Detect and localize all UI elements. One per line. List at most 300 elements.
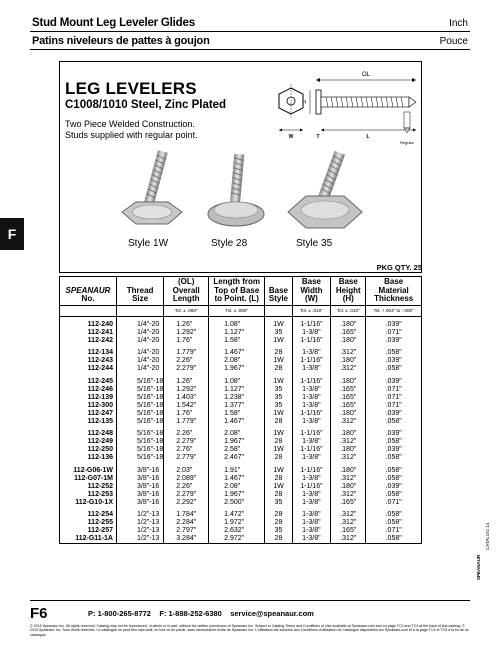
table-cell: .071" [366, 329, 422, 337]
table-cell: .180" [331, 357, 366, 365]
table-cell: 2.26" [164, 357, 209, 365]
table-cell: 1-1/16" [292, 357, 331, 365]
table-row [60, 402, 422, 410]
style-caption: Style 35 [296, 238, 333, 249]
header-bar-english [30, 14, 470, 32]
table-cell: 3.284" [164, 535, 209, 544]
table-cell: 1/4"-20 [116, 329, 163, 337]
table-cell: .071" [366, 402, 422, 410]
table-cell: 1.08" [209, 374, 265, 386]
product-description [65, 119, 225, 141]
table-cell: 1-3/8" [292, 345, 331, 357]
column-header-line: Size [132, 294, 149, 303]
table-cell: .039" [366, 410, 422, 418]
part-number-cell: 112-243 [60, 357, 117, 365]
table-cell: 1.26" [164, 317, 209, 330]
table-cell: 1W [265, 317, 292, 330]
table-cell: 1-1/16" [292, 463, 331, 475]
table-cell: .312" [331, 475, 366, 483]
table-row [60, 446, 422, 454]
part-number-cell: 112-245 [60, 374, 117, 386]
column-header-line: Length [172, 294, 200, 303]
table-cell: .058" [366, 454, 422, 462]
table-cell: 1-3/8" [292, 386, 331, 394]
part-number-cell: 112-135 [60, 418, 117, 426]
table-cell: 1.967" [209, 365, 265, 373]
table-cell: .180" [331, 317, 366, 330]
tolerance-note-empty [265, 305, 291, 317]
style-caption: Style 1W [128, 238, 169, 249]
table-cell: .180" [331, 374, 366, 386]
table-cell: 1.377" [209, 402, 265, 410]
table-cell: 1.784" [164, 507, 209, 519]
table-row [60, 337, 422, 345]
table-cell: 28 [265, 365, 292, 373]
table-cell: 3/8"-16 [116, 491, 163, 499]
table-cell: .180" [331, 426, 366, 438]
part-number-cell: 112-247 [60, 410, 117, 418]
column-header-line: Width [300, 285, 323, 295]
table-cell: 2.26" [164, 426, 209, 438]
table-cell: 1W [265, 337, 292, 345]
table-cell: 2.467" [209, 454, 265, 462]
regular-label: Regular [399, 140, 415, 145]
part-number-cell: 112-255 [60, 519, 117, 527]
table-row [60, 345, 422, 357]
table-cell: .058" [366, 535, 422, 544]
table-cell: 1/2"-13 [116, 507, 163, 519]
table-cell: .312" [331, 507, 366, 519]
column-header-line: (H) [342, 294, 354, 303]
tolerance-note: Tol. ± .010" [331, 305, 365, 317]
table-cell: .312" [331, 438, 366, 446]
table-row [60, 454, 422, 462]
l-label: L [366, 134, 370, 140]
table-cell: .058" [366, 491, 422, 499]
table-cell: 1-3/8" [292, 418, 331, 426]
table-body [60, 317, 422, 544]
column-header-line: Thickness [374, 294, 414, 303]
page-number: F6 [30, 605, 48, 622]
table-cell: 1W [265, 374, 292, 386]
table-cell: 1-3/8" [292, 491, 331, 499]
table-cell: 28 [265, 418, 292, 426]
table-cell: 28 [265, 519, 292, 527]
table-cell: 5/16"-18 [116, 438, 163, 446]
table-cell: 2.292" [164, 499, 209, 507]
table-cell: 1W [265, 357, 292, 365]
table-cell: 1-1/16" [292, 337, 331, 345]
fax-number: F: 1-888-252-6380 [159, 609, 222, 618]
table-cell: 1-3/8" [292, 438, 331, 446]
table-cell: 28 [265, 491, 292, 499]
column-header [331, 277, 366, 317]
leveler-round-base-photo [196, 150, 276, 235]
table-row [60, 418, 422, 426]
table-cell: 1-1/16" [292, 483, 331, 491]
table-cell: 1.58" [209, 337, 265, 345]
table-row [60, 527, 422, 535]
table-cell: 1.779" [164, 345, 209, 357]
table-cell: 1-3/8" [292, 499, 331, 507]
product-title: LEG LEVELERS [65, 79, 197, 98]
table-cell: 35 [265, 499, 292, 507]
column-header-line: Base [338, 277, 358, 286]
table-cell: .312" [331, 491, 366, 499]
product-subtitle: C1008/1010 Steel, Zinc Plated [65, 99, 227, 111]
table-cell: 1W [265, 446, 292, 454]
t-label: T [316, 134, 320, 140]
table-cell: 3/8"-16 [116, 499, 163, 507]
table-cell: 1.467" [209, 418, 265, 426]
table-cell: 1W [265, 426, 292, 438]
table-cell: 1.542" [164, 402, 209, 410]
table-cell: 1.76" [164, 337, 209, 345]
table-cell: .058" [366, 519, 422, 527]
table-cell: 2.279" [164, 365, 209, 373]
phone-number: P: 1-800-265-8772 [88, 609, 151, 618]
table-cell: 1.467" [209, 475, 265, 483]
table-cell: 1/4"-20 [116, 357, 163, 365]
table-cell: .039" [366, 446, 422, 454]
table-cell: 5/16"-18 [116, 386, 163, 394]
column-header-line: Style [268, 294, 288, 303]
table-cell: .039" [366, 317, 422, 330]
table-cell: 5/16"-18 [116, 446, 163, 454]
table-header-row [60, 277, 422, 317]
part-number-cell: 112-252 [60, 483, 117, 491]
table-cell: 5/16"-18 [116, 418, 163, 426]
table-cell: 1/2"-13 [116, 527, 163, 535]
table-cell: 1-3/8" [292, 475, 331, 483]
ol-label: OL [361, 72, 371, 78]
table-cell: 1-3/8" [292, 535, 331, 544]
table-cell: 3/8"-16 [116, 483, 163, 491]
column-header [116, 277, 163, 317]
part-number-cell: 112-248 [60, 426, 117, 438]
table-row [60, 483, 422, 491]
table-cell: 1.472" [209, 507, 265, 519]
table-cell: 1-1/16" [292, 426, 331, 438]
table-cell: 1W [265, 410, 292, 418]
table-cell: 2.08" [209, 483, 265, 491]
column-header-line: No. [81, 294, 95, 303]
tolerance-note: Tol. ± .060" [209, 305, 264, 317]
table-cell: 1.967" [209, 491, 265, 499]
table-cell: 28 [265, 454, 292, 462]
part-number-cell: 112-244 [60, 365, 117, 373]
table-cell: 35 [265, 394, 292, 402]
table-cell: 1-1/16" [292, 317, 331, 330]
table-cell: .058" [366, 438, 422, 446]
table-row [60, 499, 422, 507]
table-cell: 2.632" [209, 527, 265, 535]
table-cell: 1-3/8" [292, 519, 331, 527]
table-cell: .039" [366, 483, 422, 491]
part-number-cell: 112-G10-1X [60, 499, 117, 507]
side-catalog-label: CATALOG 14 [485, 522, 490, 550]
table-cell: 2.797" [164, 527, 209, 535]
table-cell: 2.972" [209, 535, 265, 544]
table-cell: 1.292" [164, 329, 209, 337]
table-cell: .058" [366, 507, 422, 519]
column-header-line: Base [268, 285, 288, 295]
table-cell: 1/4"-20 [116, 317, 163, 330]
table-cell: 1.91" [209, 463, 265, 475]
style-caption: Style 28 [211, 238, 248, 249]
pkg-qty: PKG QTY. 25 [376, 263, 422, 272]
table-cell: .165" [331, 402, 366, 410]
product-panel [59, 61, 422, 273]
table-cell: 1.967" [209, 438, 265, 446]
table-cell: 28 [265, 438, 292, 446]
description-line: Two Piece Welded Construction. [65, 119, 195, 129]
contact-line [88, 609, 314, 618]
table-cell: .058" [366, 475, 422, 483]
table-cell: .180" [331, 410, 366, 418]
table-cell: .180" [331, 483, 366, 491]
column-header-line: Base [384, 277, 404, 286]
part-number-cell: 112-240 [60, 317, 117, 330]
part-number-cell: 112-G07-1M [60, 475, 117, 483]
table-cell: 1-3/8" [292, 365, 331, 373]
table-cell: 35 [265, 402, 292, 410]
table-cell: 2.284" [164, 519, 209, 527]
table-cell: .039" [366, 426, 422, 438]
section-tab: F [0, 218, 24, 250]
leveler-large-hex-photo [280, 150, 370, 235]
column-header [60, 277, 117, 317]
footer [30, 600, 470, 637]
part-number-cell: 112-250 [60, 446, 117, 454]
tolerance-note-empty [117, 305, 163, 317]
part-number-cell: 112-139 [60, 394, 117, 402]
table-cell: .058" [366, 418, 422, 426]
table-row [60, 519, 422, 527]
column-header [209, 277, 265, 317]
table-row [60, 438, 422, 446]
table-cell: 5/16"-18 [116, 454, 163, 462]
table-cell: 1/4"-20 [116, 337, 163, 345]
table-cell: 1-1/16" [292, 446, 331, 454]
column-header-line: Base [301, 277, 321, 286]
table-cell: .039" [366, 357, 422, 365]
column-header-line: SPEANAUR [65, 285, 111, 295]
table-cell: 1-1/16" [292, 374, 331, 386]
table-cell: 5/16"-18 [116, 402, 163, 410]
column-header [164, 277, 209, 317]
table-cell: 2.279" [164, 438, 209, 446]
column-header-line: Material [378, 285, 409, 295]
table-cell: 5/16"-18 [116, 426, 163, 438]
table-cell: 35 [265, 527, 292, 535]
table-cell: 35 [265, 386, 292, 394]
table-cell: 1W [265, 463, 292, 475]
table-cell: .312" [331, 519, 366, 527]
table-cell: 2.58" [209, 446, 265, 454]
part-number-cell: 112-254 [60, 507, 117, 519]
table-cell: .312" [331, 535, 366, 544]
column-header-line: Height [335, 285, 361, 295]
email-link[interactable]: service@speanaur.com [230, 609, 314, 618]
w-label: W [288, 134, 294, 140]
table-cell: .165" [331, 499, 366, 507]
part-number-cell: 112-G11-1A [60, 535, 117, 544]
table-cell: 1.779" [164, 418, 209, 426]
table-cell: .312" [331, 418, 366, 426]
h-label: H [302, 100, 306, 106]
table-row [60, 491, 422, 499]
table-cell: 1.127" [209, 386, 265, 394]
header-bar-french [30, 33, 470, 50]
side-brand-label: SPEANAUR [476, 554, 481, 580]
column-header [292, 277, 331, 317]
table-cell: 1.238" [209, 394, 265, 402]
table-row [60, 357, 422, 365]
table-cell: 1-3/8" [292, 507, 331, 519]
column-header-line: to Point. (L) [214, 294, 259, 303]
table-row [60, 535, 422, 544]
table-cell: 5/16"-18 [116, 410, 163, 418]
table-cell: .312" [331, 454, 366, 462]
table-cell: 2.500" [209, 499, 265, 507]
copyright-text: © 2015 Speanaur Inc. All rights reserved. Catalog may not be reproduced, in whole or in part, without the written permission of Speanaur Inc. Subject to Catalog Terms and Conditions of Use available at Speanaur.com and on page TC3 and TC4 at the back of this catalog. © 2015 Speanaur Inc. Tous droits réservés. Le catalogue ne peut être reproduit, en tout ou en partie, sans l'autorisation écrite de Speanaur Inc. L'utilisation est soumise aux Conditions d'utilisation du Catalogue disponibles sur Speanaur.com et à la page TC4 et TC5 à la fin de ce catalogue. [30, 624, 469, 637]
part-number-cell: 112-249 [60, 438, 117, 446]
column-header-line: (OL) [177, 277, 195, 286]
table-cell: 1/4"-20 [116, 365, 163, 373]
table-cell: .180" [331, 446, 366, 454]
unit-label-fr: Pouce [439, 36, 468, 47]
table-cell: .312" [331, 345, 366, 357]
table-row [60, 365, 422, 373]
table-row [60, 507, 422, 519]
table-cell: .039" [366, 374, 422, 386]
table-cell: 1/2"-13 [116, 519, 163, 527]
table-cell: 1.467" [209, 345, 265, 357]
unit-label: Inch [449, 18, 468, 29]
table-cell: 2.279" [164, 491, 209, 499]
leveler-hex-flange-photo [112, 150, 192, 235]
table-cell: 2.76" [164, 446, 209, 454]
table-cell: 1-3/8" [292, 454, 331, 462]
tolerance-note: Tol. ± .060" [164, 305, 208, 317]
table-cell: .071" [366, 499, 422, 507]
tolerance-note: Tol. ± .010" [293, 305, 331, 317]
table-cell: .071" [366, 386, 422, 394]
table-cell: .058" [366, 463, 422, 475]
page-title-fr: Patins niveleurs de pattes à goujon [32, 35, 210, 47]
table-cell: 1-1/16" [292, 410, 331, 418]
part-number-cell: 112-257 [60, 527, 117, 535]
part-number-cell: 112-134 [60, 345, 117, 357]
table-cell: .071" [366, 527, 422, 535]
part-number-cell: 112-300 [60, 402, 117, 410]
table-cell: 5/16"-18 [116, 374, 163, 386]
table-cell: 1/4"-20 [116, 345, 163, 357]
part-number-cell: 112-253 [60, 491, 117, 499]
table-cell: 1-3/8" [292, 329, 331, 337]
table-cell: .165" [331, 386, 366, 394]
part-number-cell: 112-246 [60, 386, 117, 394]
description-line: Studs supplied with regular point. [65, 130, 198, 140]
table-cell: 3/8"-16 [116, 463, 163, 475]
table-row [60, 317, 422, 330]
table-cell: 1-3/8" [292, 394, 331, 402]
column-header [265, 277, 292, 317]
spec-table [59, 276, 422, 544]
table-cell: 1.127" [209, 329, 265, 337]
table-cell: .165" [331, 527, 366, 535]
table-cell: 28 [265, 345, 292, 357]
table-cell: .039" [366, 337, 422, 345]
table-cell: 1-3/8" [292, 527, 331, 535]
table-cell: .180" [331, 463, 366, 475]
tolerance-note-empty [60, 305, 116, 317]
table-cell: 1.76" [164, 410, 209, 418]
table-cell: 1.972" [209, 519, 265, 527]
table-cell: .058" [366, 365, 422, 373]
table-cell: .058" [366, 345, 422, 357]
table-cell: 1-3/8" [292, 402, 331, 410]
table-cell: .312" [331, 365, 366, 373]
column-header-line: (W) [304, 294, 318, 303]
table-cell: .071" [366, 394, 422, 402]
table-row [60, 394, 422, 402]
table-row [60, 475, 422, 483]
table-row [60, 374, 422, 386]
dimension-diagram [266, 66, 418, 154]
table-cell: 1W [265, 483, 292, 491]
table-row [60, 329, 422, 337]
table-cell: 1.08" [209, 317, 265, 330]
table-cell: .165" [331, 394, 366, 402]
table-row [60, 463, 422, 475]
table-row [60, 386, 422, 394]
table-cell: 2.26" [164, 483, 209, 491]
part-number-cell: 112-G06-1W [60, 463, 117, 475]
table-cell: 2.089" [164, 475, 209, 483]
part-number-cell: 112-136 [60, 454, 117, 462]
table-cell: 3/8"-16 [116, 475, 163, 483]
table-cell: 28 [265, 535, 292, 544]
table-cell: 5/16"-18 [116, 394, 163, 402]
column-header-line: Length from [213, 277, 261, 286]
column-header-line: Top of Base [214, 285, 260, 295]
table-cell: 2.779" [164, 454, 209, 462]
table-cell: 2.08" [209, 426, 265, 438]
table-row [60, 410, 422, 418]
table-cell: 2.08" [209, 357, 265, 365]
table-cell: .180" [331, 337, 366, 345]
tolerance-note: Tol. +.004" to -.000" [366, 305, 421, 317]
table-cell: 1.403" [164, 394, 209, 402]
column-header-line: Thread [126, 285, 154, 295]
part-number-cell: 112-241 [60, 329, 117, 337]
table-cell: 1.58" [209, 410, 265, 418]
table-cell: 1.292" [164, 386, 209, 394]
column-header [366, 277, 422, 317]
table-cell: 28 [265, 475, 292, 483]
table-cell: .165" [331, 329, 366, 337]
table-cell: 1.26" [164, 374, 209, 386]
part-number-cell: 112-242 [60, 337, 117, 345]
table-cell: 28 [265, 507, 292, 519]
page-title: Stud Mount Leg Leveler Glides [32, 17, 195, 29]
column-header-line: Overall [172, 285, 200, 295]
table-cell: 2.03" [164, 463, 209, 475]
table-row [60, 426, 422, 438]
table-cell: 1/2"-13 [116, 535, 163, 544]
